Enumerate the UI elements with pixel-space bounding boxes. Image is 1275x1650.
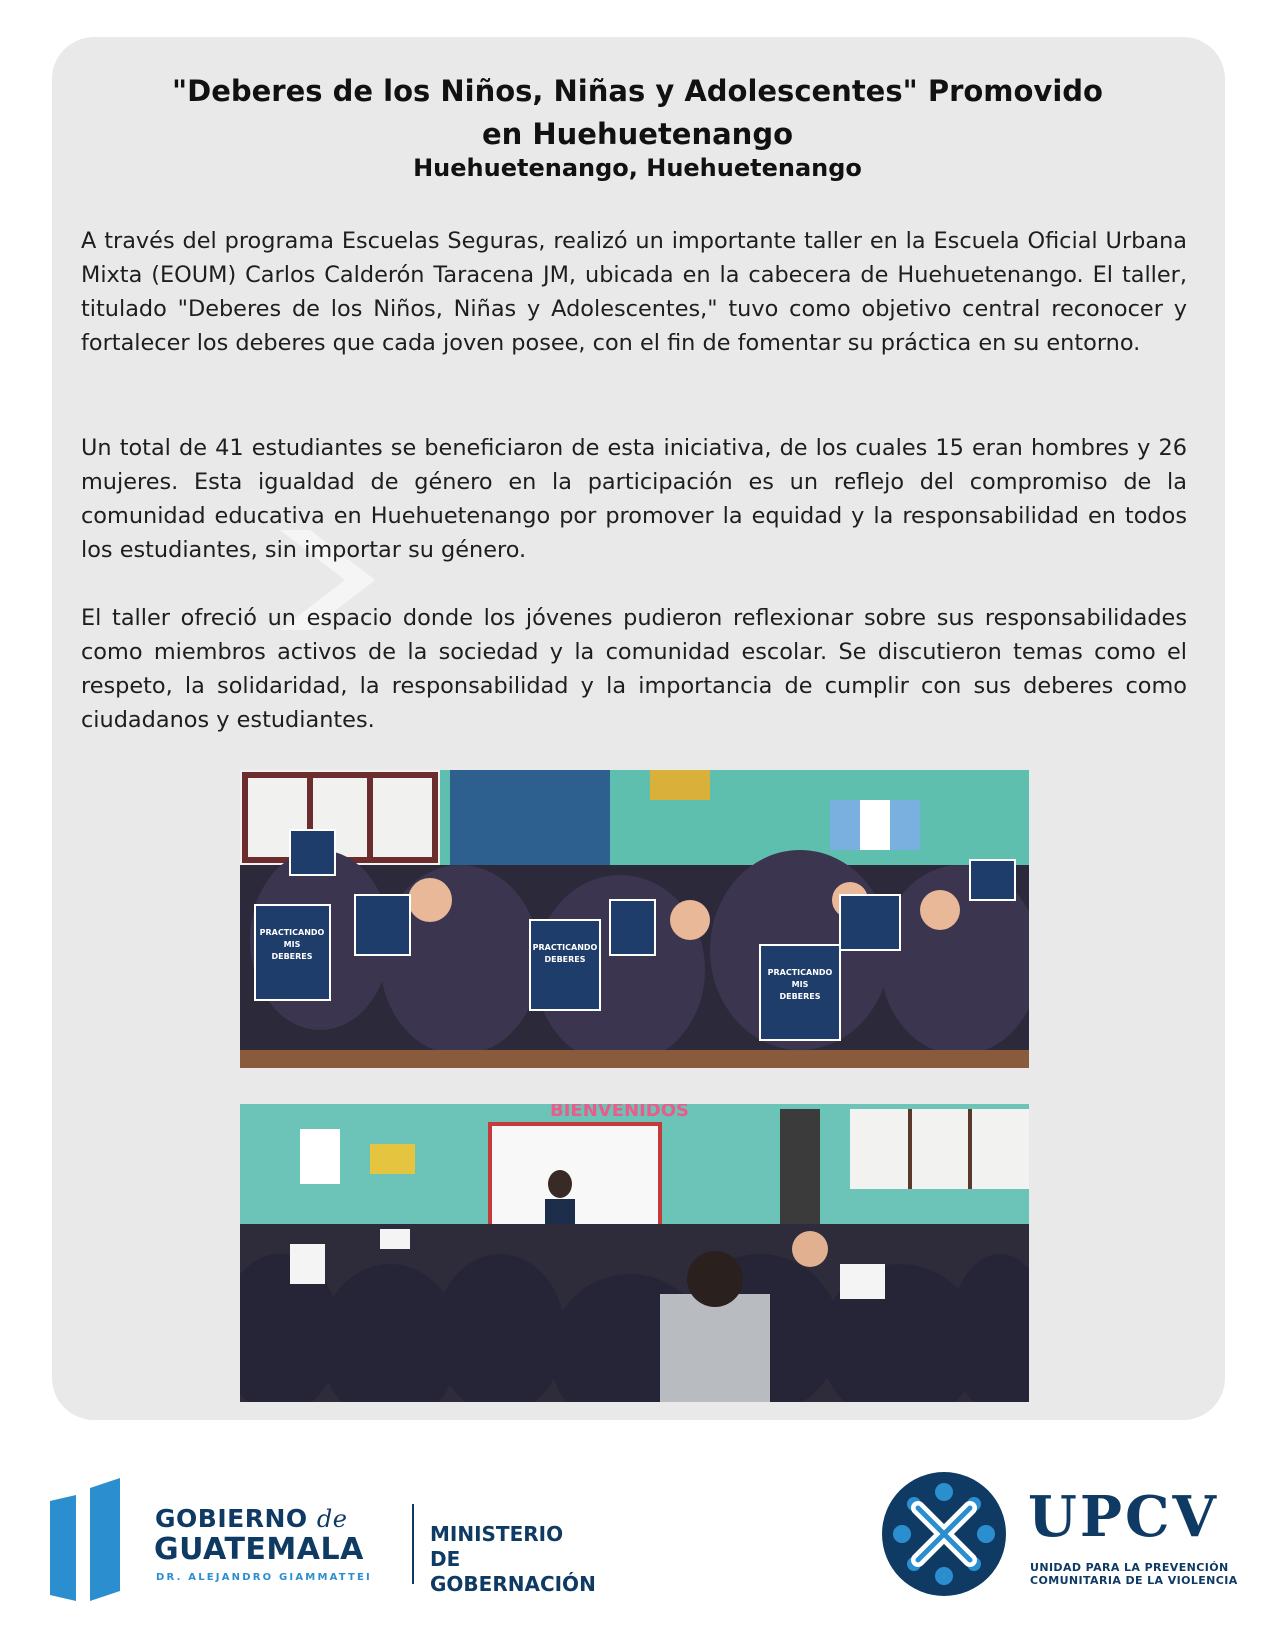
gobierno-separator (412, 1504, 414, 1584)
ministerio-line-2: GOBERNACIÓN (430, 1572, 596, 1596)
booklet-text-c1: PRACTICANDO (767, 968, 833, 977)
ministerio-label (430, 1522, 596, 1597)
gobierno-bars-icon (50, 1473, 130, 1603)
gobierno-line-1 (155, 1504, 347, 1533)
classroom-banner: BIENVENIDOS (550, 1104, 689, 1121)
booklet-text-a2: MIS (283, 940, 301, 949)
upcv-subtitle (1030, 1561, 1238, 1587)
booklet-text-a1: PRACTICANDO (259, 928, 325, 937)
photo-students-booklets (240, 770, 1029, 1068)
upcv-subtitle-line-1: UNIDAD PARA LA PREVENCIÓN (1030, 1561, 1229, 1574)
title-line-2: en Huehuetenango (481, 117, 794, 151)
article-title (0, 70, 1275, 156)
upcv-subtitle-line-2: COMUNITARIA DE LA VIOLENCIA (1030, 1574, 1238, 1587)
article-location: Huehuetenango, Huehuetenango (413, 154, 862, 182)
gobierno-guatemala-logo (50, 1468, 596, 1608)
booklet-text-b3: DEBERES (544, 955, 586, 964)
photo-classroom-presenter (240, 1104, 1029, 1402)
upcv-name: UPCV (1028, 1484, 1219, 1550)
booklet-text-b1: PRACTICANDO (532, 943, 598, 952)
gobierno-line-3: DR. ALEJANDRO GIAMMATTEI (156, 1572, 372, 1583)
booklet-text-a3: DEBERES (271, 952, 313, 961)
paragraph-2: Un total de 41 estudiantes se beneficiaron de esta iniciativa, de los cuales 15 eran hombres y 26 mujeres. Esta igualdad de género en la participación es un reflejo del compromiso de la comunidad educativa en Huehuetenango por promover la equidad y la responsabilidad en todos los estudiantes, sin importar su género. (81, 435, 1187, 563)
gobierno-de-word: de (316, 1505, 348, 1533)
gobierno-word: GOBIERNO (155, 1504, 308, 1533)
gobierno-line-2: GUATEMALA (154, 1532, 364, 1567)
booklet-text-c3: DEBERES (779, 992, 821, 1001)
upcv-logo (880, 1470, 1240, 1610)
paragraph-1: A través del programa Escuelas Seguras, realizó un importante taller en la Escuela Oficial Urbana Mixta (EOUM) Carlos Calderón Taracena JM, ubicada en la cabecera de Huehuetenango. El taller, titulado "Deberes de los Niños, Niñas y Adolescentes," tuvo como objetivo central reconocer y fortalecer los deberes que cada joven posee, con el fin de fomentar su práctica en su entorno. (81, 228, 1187, 356)
ministerio-line-1: MINISTERIO DE (430, 1522, 564, 1571)
title-line-1: "Deberes de los Niños, Niñas y Adolescentes" Promovido (172, 74, 1103, 108)
upcv-emblem-icon (880, 1470, 1008, 1598)
booklet-text-c2: MIS (791, 980, 809, 989)
paragraph-3: El taller ofreció un espacio donde los jóvenes pudieron reflexionar sobre sus responsabilidades como miembros activos de la sociedad y la comunidad escolar. Se discutieron temas como el respeto, la solidaridad, la responsabilidad y la importancia de cumplir con sus deberes como ciudadanos y estudiantes. (81, 605, 1187, 733)
